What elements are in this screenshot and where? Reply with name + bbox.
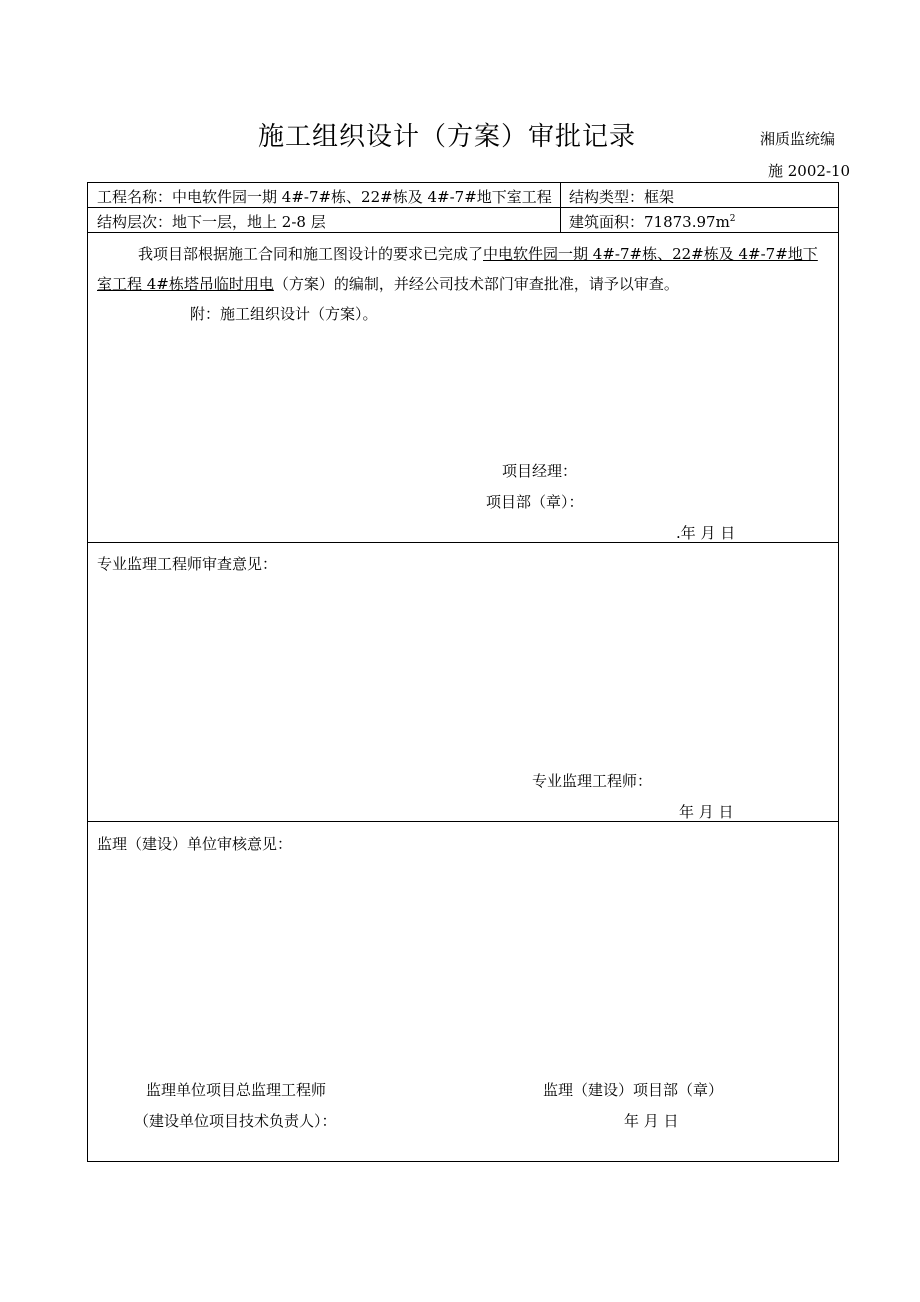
project-manager-label: 项目经理： [502, 462, 578, 480]
submission-text-prefix: 我项目部根据施工合同和施工图设计的要求已完成了 [138, 245, 484, 263]
engineer-signer-label: 专业监理工程师： [532, 772, 653, 790]
project-name-field: 工程名称：中电软件园一期 4#-7#栋、22#栋及 4#-7#地下室工程 [97, 188, 552, 206]
submission-scope-underlined: 室工程 4#栋塔吊临时用电 [97, 275, 274, 293]
floors-field: 结构层次：地下一层，地上 2-8 层 [97, 213, 326, 231]
row-divider [88, 232, 838, 233]
area-unit-exponent: 2 [729, 214, 736, 224]
submission-text-suffix: （方案）的编制，并经公司技术部门审查批准，请予以审查。 [273, 275, 679, 293]
unit-review-date: 年 月 日 [624, 1112, 679, 1130]
submission-project-underlined: 中电软件园一期 4#-7#栋、22#栋及 4#-7#地下 [483, 245, 818, 263]
project-dept-seal-label: 项目部（章）： [486, 493, 584, 511]
page-title: 施工组织设计（方案）审批记录 [258, 122, 637, 152]
publisher-label: 湘质监统编 [760, 130, 836, 148]
submission-date: .年 月 日 [676, 524, 736, 542]
attachment-note: 附：施工组织设计（方案）。 [190, 305, 378, 323]
form-code: 施 2002-10 [768, 162, 851, 180]
structure-type-field: 结构类型：框架 [569, 188, 675, 206]
unit-dept-seal-label: 监理（建设）项目部（章） [543, 1081, 724, 1099]
row-divider [88, 207, 838, 208]
engineer-review-heading: 专业监理工程师审查意见： [97, 555, 278, 573]
owner-tech-lead-label: （建设单位项目技术负责人）： [134, 1112, 337, 1130]
engineer-review-date: 年 月 日 [679, 803, 734, 821]
submission-line-1 [138, 239, 818, 269]
unit-review-heading: 监理（建设）单位审核意见： [97, 835, 293, 853]
area-value: 建筑面积：71873.97m [569, 213, 730, 231]
area-field [569, 211, 736, 232]
column-divider [560, 183, 561, 232]
submission-line-2 [97, 269, 679, 299]
chief-engineer-label: 监理单位项目总监理工程师 [146, 1081, 327, 1099]
approval-form-table [87, 182, 839, 1162]
